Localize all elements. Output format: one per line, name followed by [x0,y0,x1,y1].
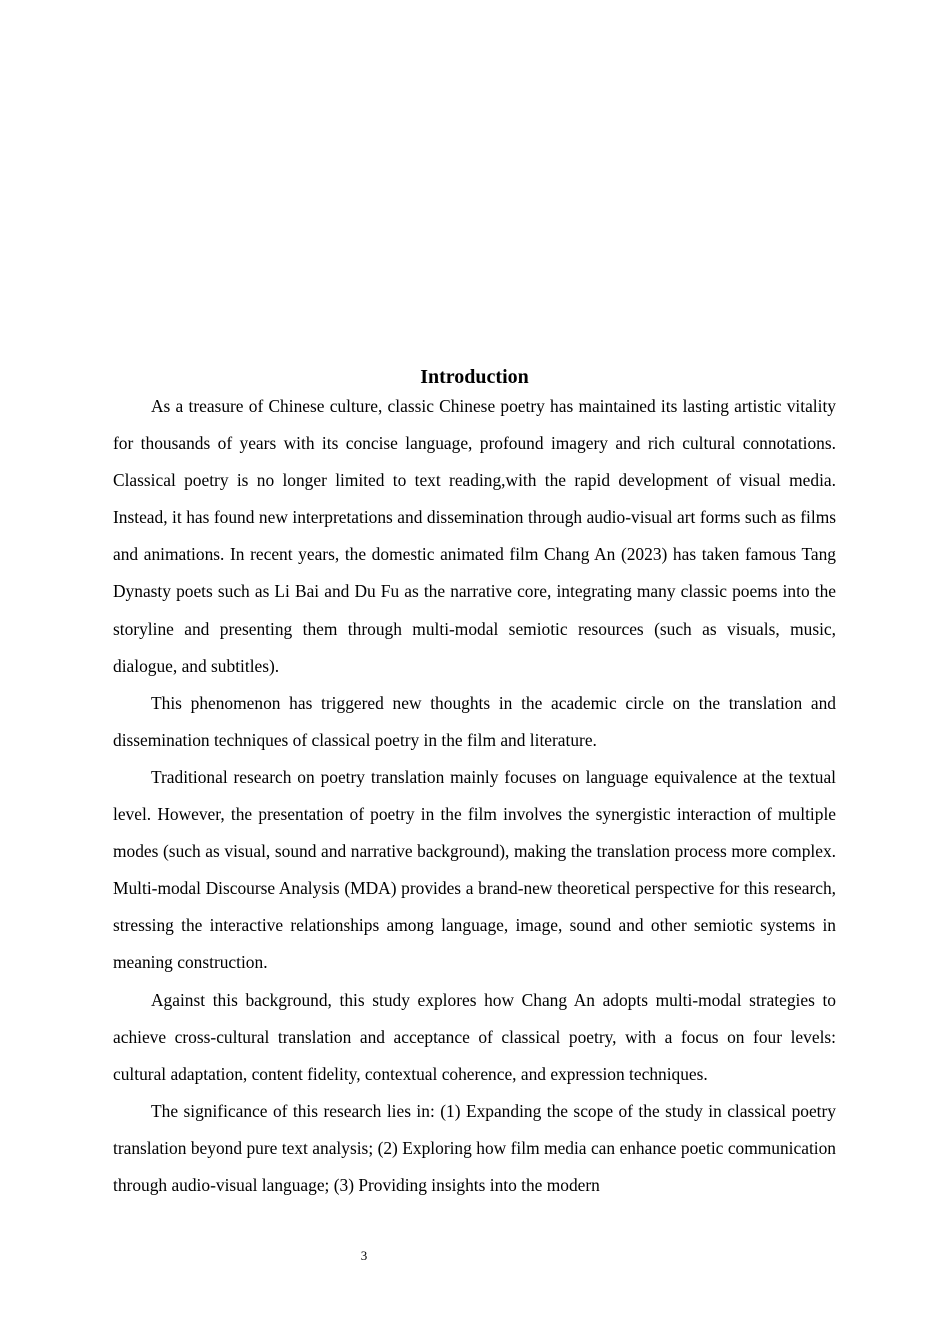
page-number: 3 [360,1248,368,1263]
body-text [113,388,836,1204]
paragraph-4: Against this background, this study explores how Chang An adopts multi-modal strategies to achieve cross-cultural translation and acceptance of classical poetry, with a focus on four levels: cultural adaptation, content fidelity, contextual coherence, and expression techniques. [113,989,836,1084]
paragraph-2: This phenomenon has triggered new thoughts in the academic circle on the translation and dissemination techniques of classical poetry in the film and literature. [113,692,836,750]
paragraph-5: The significance of this research lies in: (1) Expanding the scope of the study in classical poetry translation beyond pure text analysis; (2) Exploring how film media can enhance poetic communication through audio-visual language; (3) Providing insights into the modern [113,1100,836,1195]
section-heading: Introduction [420,366,529,388]
paragraph-1: As a treasure of Chinese culture, classic Chinese poetry has maintained its lasting artistic vitality for thousands of years with its concise language, profound imagery and rich cultural connotations. Classical poetry is no longer limited to text reading,with the rapid development of visual media. Instead, it has found new interpretations and dissemination through audio-visual art forms such as films and animations. In recent years, the domestic animated film Chang An (2023) has taken famous Tang Dynasty poets such as Li Bai and Du Fu as the narrative core, integrating many classic poems into the storyline and presenting them through multi-modal semiotic resources (such as visuals, music, dialogue, and subtitles). [113,396,836,676]
paragraph-3: Traditional research on poetry translation mainly focuses on language equivalence at the textual level. However, the presentation of poetry in the film involves the synergistic interaction of multiple modes (such as visual, sound and narrative background), making the translation process more complex. Multi-modal Discourse Analysis (MDA) provides a brand-new theoretical perspective for this research, stressing the interactive relationships among language, image, sound and other semiotic systems in meaning construction. [113,766,836,973]
